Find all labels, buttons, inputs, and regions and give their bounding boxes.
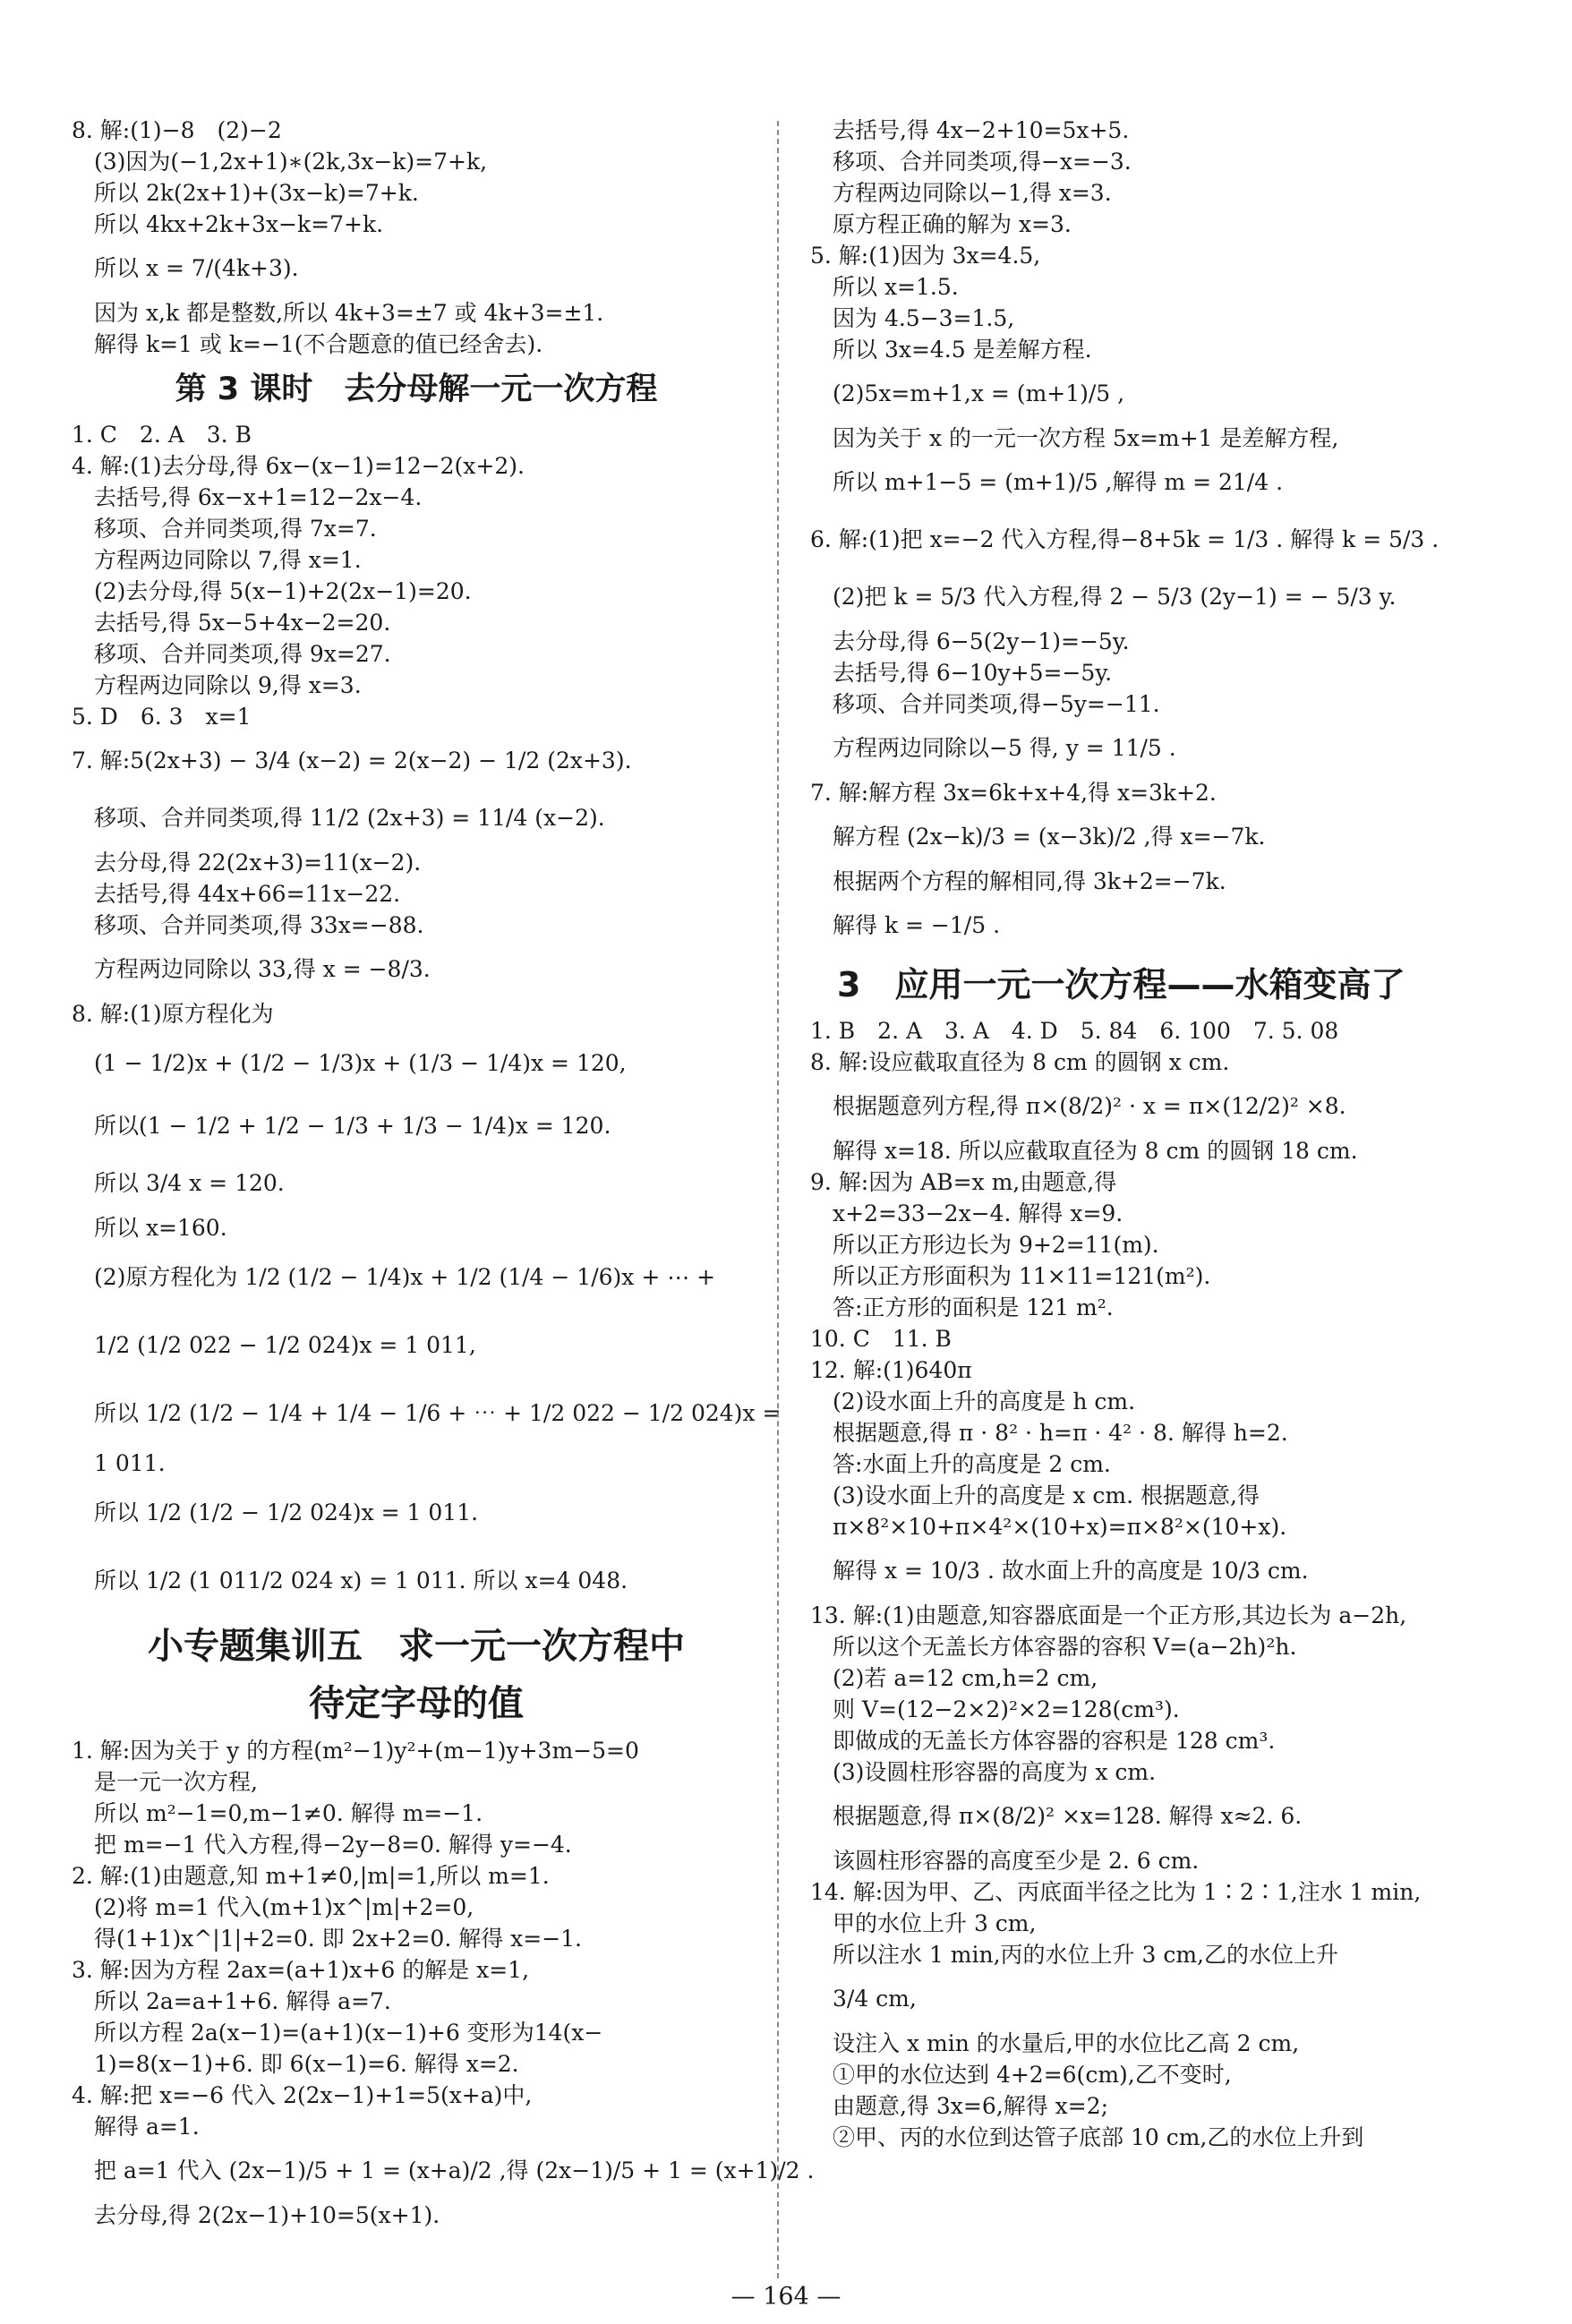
text-line: 4. 解:把 x=−6 代入 2(2x−1)+1=5(x+a)中, — [72, 2082, 533, 2108]
text-line: 所以 4kx+2k+3x−k=7+k. — [94, 211, 384, 237]
text-line: (2)设水面上升的高度是 h cm. — [833, 1388, 1136, 1414]
text-line: 根据两个方程的解相同,得 3k+2=−7k. — [833, 868, 1226, 894]
text-line: 去括号,得 4x−2+10=5x+5. — [833, 117, 1130, 143]
section-heading: 3 应用一元一次方程——水箱变高了 — [837, 965, 1405, 1004]
text-line: 方程两边同除以−5 得, y = 11/5 . — [833, 735, 1176, 761]
text-line: 所以 x = 7/(4k+3). — [94, 255, 299, 281]
text-line: ①甲的水位达到 4+2=6(cm),乙不变时, — [833, 2062, 1232, 2088]
text-line: 3/4 cm, — [833, 1986, 917, 2012]
text-line: 方程两边同除以 9,得 x=3. — [94, 672, 362, 698]
section-heading: 小专题集训五 求一元一次方程中 — [148, 1626, 685, 1667]
text-line: 所以 1/2 (1/2 − 1/4 + 1/4 − 1/6 + ⋯ + 1/2 022 − 1/2 024)x = — [94, 1400, 782, 1426]
text-line: 所以注水 1 min,丙的水位上升 3 cm,乙的水位上升 — [833, 1942, 1339, 1968]
text-line: 根据题意,得 π×(8/2)² ×x=128. 解得 x≈2. 6. — [833, 1803, 1303, 1829]
text-line: 所以正方形面积为 11×11=121(m²). — [833, 1263, 1211, 1289]
left-column — [72, 115, 815, 2231]
text-line: 1. B 2. A 3. A 4. D 5. 84 6. 100 7. 5. 08 — [810, 1018, 1339, 1044]
text-line: 解得 k = −1/5 . — [833, 912, 1001, 938]
text-line: 所以 m+1−5 = (m+1)/5 ,解得 m = 21/4 . — [833, 469, 1284, 495]
text-line: (2)5x=m+1,x = (m+1)/5 , — [833, 380, 1125, 406]
text-line: 因为 4.5−3=1.5, — [833, 305, 1015, 331]
text-line: 去括号,得 6x−x+1=12−2x−4. — [94, 484, 423, 510]
text-line: (2)若 a=12 cm,h=2 cm, — [833, 1665, 1098, 1691]
text-line: 是一元一次方程, — [94, 1769, 258, 1795]
right-column — [810, 115, 1508, 2153]
text-line: (3)因为(−1,2x+1)∗(2k,3x−k)=7+k, — [94, 149, 488, 175]
text-line: (2)把 k = 5/3 代入方程,得 2 − 5/3 (2y−1) = − 5/3 y. — [833, 584, 1397, 610]
text-line: 所以方程 2a(x−1)=(a+1)(x−1)+6 变形为14(x− — [94, 2020, 603, 2046]
text-line: 解得 a=1. — [94, 2114, 200, 2140]
text-line: (2)去分母,得 5(x−1)+2(2x−1)=20. — [94, 578, 472, 604]
text-line: 去分母,得 22(2x+3)=11(x−2). — [94, 850, 422, 876]
text-line: 设注入 x min 的水量后,甲的水位比乙高 2 cm, — [833, 2030, 1300, 2056]
text-line: ②甲、丙的水位到达管子底部 10 cm,乙的水位上升到 — [833, 2124, 1364, 2150]
text-line: 所以正方形边长为 9+2=11(m). — [833, 1232, 1159, 1258]
text-line: 1/2 (1/2 022 − 1/2 024)x = 1 011, — [94, 1332, 476, 1358]
text-line: 解得 x=18. 所以应截取直径为 8 cm 的圆钢 18 cm. — [833, 1138, 1358, 1164]
text-line: 移项、合并同类项,得 9x=27. — [94, 641, 391, 667]
text-line: 12. 解:(1)640π — [810, 1357, 972, 1383]
text-line: 方程两边同除以−1,得 x=3. — [833, 180, 1112, 206]
text-line: 去括号,得 44x+66=11x−22. — [94, 881, 401, 907]
text-line: 所以(1 − 1/2 + 1/2 − 1/3 + 1/3 − 1/4)x = 120. — [94, 1113, 611, 1139]
text-line: 8. 解:设应截取直径为 8 cm 的圆钢 x cm. — [810, 1049, 1230, 1075]
text-line: π×8²×10+π×4²×(10+x)=π×8²×(10+x). — [833, 1514, 1287, 1540]
text-line: 把 a=1 代入 (2x−1)/5 + 1 = (x+a)/2 ,得 (2x−1)/5 + 1 = (x+1)/2 . — [94, 2157, 815, 2183]
text-line: (2)将 m=1 代入(m+1)x^|m|+2=0, — [94, 1894, 474, 1920]
text-line: 解方程 (2x−k)/3 = (x−3k)/2 ,得 x=−7k. — [833, 824, 1266, 850]
text-line: 移项、合并同类项,得−x=−3. — [833, 149, 1132, 175]
text-line: 1 011. — [94, 1450, 166, 1476]
section-heading: 待定字母的值 — [309, 1683, 524, 1724]
text-line: 所以 3x=4.5 是差解方程. — [833, 337, 1092, 363]
text-line: 去括号,得 6−10y+5=−5y. — [833, 660, 1113, 686]
text-line: 14. 解:因为甲、乙、丙底面半径之比为 1∶2∶1,注水 1 min, — [810, 1879, 1422, 1905]
text-line: 所以 2a=a+1+6. 解得 a=7. — [94, 1988, 391, 2014]
text-line: 10. C 11. B — [810, 1326, 952, 1352]
page-number: — 164 — — [730, 2283, 842, 2311]
text-line: (2)原方程化为 1/2 (1/2 − 1/4)x + 1/2 (1/4 − 1/6)x + ⋯ + — [94, 1264, 716, 1290]
text-line: 移项、合并同类项,得−5y=−11. — [833, 691, 1160, 717]
text-line: 4. 解:(1)去分母,得 6x−(x−1)=12−2(x+2). — [72, 453, 525, 479]
text-line: 即做成的无盖长方体容器的容积是 128 cm³. — [833, 1728, 1276, 1754]
text-line: 因为关于 x 的一元一次方程 5x=m+1 是差解方程, — [833, 425, 1339, 451]
column-divider — [777, 121, 779, 2278]
text-line: (3)设圆柱形容器的高度为 x cm. — [833, 1759, 1157, 1785]
text-line: 所以 1/2 (1 011/2 024 x) = 1 011. 所以 x=4 048. — [94, 1568, 628, 1593]
text-line: 解得 x = 10/3 . 故水面上升的高度是 10/3 cm. — [833, 1558, 1309, 1584]
text-line: 根据题意,得 π · 8² · h=π · 4² · 8. 解得 h=2. — [833, 1420, 1288, 1446]
text-line: 则 V=(12−2×2)²×2=128(cm³). — [833, 1696, 1180, 1722]
text-line: 7. 解:5(2x+3) − 3/4 (x−2) = 2(x−2) − 1/2 (2x+3). — [72, 748, 632, 773]
text-line: 答:正方形的面积是 121 m². — [833, 1294, 1114, 1320]
text-line: 7. 解:解方程 3x=6k+x+4,得 x=3k+2. — [810, 780, 1217, 806]
text-line: 1. C 2. A 3. B — [72, 422, 252, 448]
text-line: 所以 3/4 x = 120. — [94, 1170, 285, 1196]
text-line: 所以这个无盖长方体容器的容积 V=(a−2h)²h. — [833, 1634, 1297, 1660]
section-heading: 第 3 课时 去分母解一元一次方程 — [175, 372, 658, 407]
text-line: 2. 解:(1)由题意,知 m+1≠0,|m|=1,所以 m=1. — [72, 1863, 550, 1889]
text-line: 因为 x,k 都是整数,所以 4k+3=±7 或 4k+3=±1. — [94, 300, 604, 326]
text-line: 由题意,得 3x=6,解得 x=2; — [833, 2093, 1109, 2119]
text-line: 6. 解:(1)把 x=−2 代入方程,得−8+5k = 1/3 . 解得 k = 5/3 . — [810, 526, 1440, 552]
text-line: 解得 k=1 或 k=−1(不合题意的值已经舍去). — [94, 331, 543, 357]
text-line: 得(1+1)x^|1|+2=0. 即 2x+2=0. 解得 x=−1. — [94, 1926, 583, 1952]
text-line: 8. 解:(1)原方程化为 — [72, 1001, 274, 1027]
text-line: 3. 解:因为方程 2ax=(a+1)x+6 的解是 x=1, — [72, 1957, 530, 1983]
text-line: 1)=8(x−1)+6. 即 6(x−1)=6. 解得 x=2. — [94, 2051, 519, 2077]
text-line: 去括号,得 5x−5+4x−2=20. — [94, 610, 391, 636]
text-line: 所以 1/2 (1/2 − 1/2 024)x = 1 011. — [94, 1499, 479, 1525]
text-line: 所以 m²−1=0,m−1≠0. 解得 m=−1. — [94, 1800, 483, 1826]
text-line: 1. 解:因为关于 y 的方程(m²−1)y²+(m−1)y+3m−5=0 — [72, 1738, 639, 1764]
text-line: x+2=33−2x−4. 解得 x=9. — [833, 1200, 1123, 1226]
text-line: 所以 x=160. — [94, 1215, 227, 1241]
text-line: 方程两边同除以 7,得 x=1. — [94, 547, 362, 573]
text-line: 去分母,得 6−5(2y−1)=−5y. — [833, 628, 1130, 654]
text-line: 移项、合并同类项,得 11/2 (2x+3) = 11/4 (x−2). — [94, 805, 605, 831]
text-line: 9. 解:因为 AB=x m,由题意,得 — [810, 1169, 1117, 1195]
text-line: 答:水面上升的高度是 2 cm. — [833, 1451, 1111, 1477]
text-line: 移项、合并同类项,得 7x=7. — [94, 516, 377, 542]
text-line: 5. 解:(1)因为 3x=4.5, — [810, 243, 1041, 269]
text-line: 去分母,得 2(2x−1)+10=5(x+1). — [94, 2202, 440, 2228]
text-line: 根据题意列方程,得 π×(8/2)² · x = π×(12/2)² ×8. — [833, 1093, 1346, 1119]
text-line: 所以 x=1.5. — [833, 274, 959, 300]
text-line: 所以 2k(2x+1)+(3x−k)=7+k. — [94, 180, 419, 206]
text-line: 把 m=−1 代入方程,得−2y−8=0. 解得 y=−4. — [94, 1832, 572, 1858]
text-line: 方程两边同除以 33,得 x = −8/3. — [94, 956, 431, 982]
text-line: 移项、合并同类项,得 33x=−88. — [94, 912, 424, 938]
text-line: (1 − 1/2)x + (1/2 − 1/3)x + (1/3 − 1/4)x = 120, — [94, 1050, 627, 1076]
text-line: 甲的水位上升 3 cm, — [833, 1910, 1037, 1936]
text-line: 13. 解:(1)由题意,知容器底面是一个正方形,其边长为 a−2h, — [810, 1602, 1407, 1628]
text-line: 原方程正确的解为 x=3. — [833, 211, 1072, 237]
text-line: 5. D 6. 3 x=1 — [72, 704, 252, 730]
text-line: (3)设水面上升的高度是 x cm. 根据题意,得 — [833, 1482, 1260, 1508]
text-line: 该圆柱形容器的高度至少是 2. 6 cm. — [833, 1848, 1200, 1874]
text-line: 8. 解:(1)−8 (2)−2 — [72, 117, 282, 143]
